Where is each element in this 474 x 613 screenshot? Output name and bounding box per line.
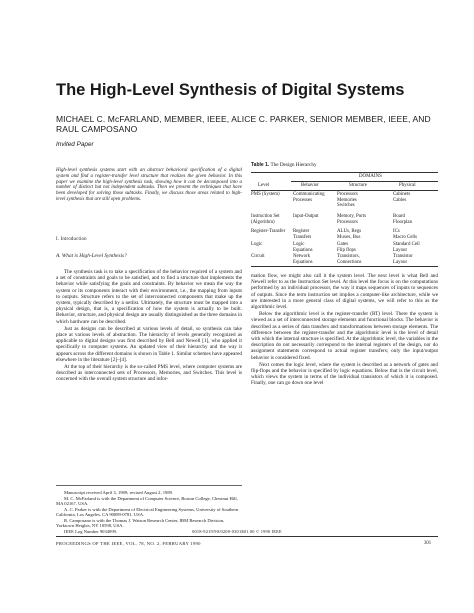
footnote: M. C. McFarland is with the Department of Computer Science, Boston College, Chestnut Hill, MA 02167, USA. (56, 495, 238, 506)
abstract: High-level synthesis systems start with an abstract behavioral specification of a digital system and find a register-transfer level structure that realizes the given behavior. In this paper we examine the high-level synthesis task, showing how it can be decomposed into a number of distinct but not independent subtasks. Then we present the techniques that have been developed for solving those subtasks. Finally, we discuss those areas related to high-level synthesis that are still open problems. (56, 168, 242, 202)
footer-rule (56, 536, 438, 537)
table-cell: Logic (251, 242, 263, 247)
table-col-header: Level (258, 183, 270, 188)
table-caption-label: Table 1. (251, 162, 270, 168)
body-paragraph: Just as designs can be described at various levels of detail, so synthesis can take place at various levels of abstraction. The hierarchy of levels generally recognized as applicable to digital designs was first described by Bell and Newell [1], who applied it specifically to computer systems. An updated view of their hierarchy and the way it appears across the different domains is shown in Table 1. Similar schemes have appeared elsewhere in the literature [2]–[4]. (56, 325, 242, 363)
table-cell: Standard Cell Layout (393, 242, 420, 253)
body-paragraph: The synthesis task is to take a specification of the behavior required of a system and a set of constraints and goals to be satisfied, and to find a structure that implements the behavior while satisfying the goals and constraints. By behavior we mean the way the system or its components interact with their environment, i.e., the mapping from inputs to outputs. Structure refers to the set of interconnected components that make up the system, typically described by a netlist. Ultimately, the structure must be mapped into a physical design, that is, a specification of how the system is actually to be built. Behavior, structure, and physical design are usually distinguished as the three domains in which hardware can be described. (56, 269, 242, 325)
footnote: R. Camposano is with the Thomas J. Watson Research Center, IBM Research Division, Yorktown Heights, NY 10598, USA. (56, 517, 225, 528)
table-cell: ICs Macro Cells (393, 229, 418, 240)
table-cell: PMS (System) (251, 192, 280, 197)
table-cell: Transistors, Connections (337, 254, 362, 265)
table-header-rule (251, 190, 438, 191)
table-cell: ALUs, Regs Muxes, Bus (337, 229, 362, 240)
table-cell: Register-Transfer (251, 229, 286, 234)
left-column-body (56, 269, 242, 384)
table-cell: Board Floorplan (393, 214, 413, 225)
body-paragraph: mation flow, we might also call it the system level. The next level is what Bell and Newell refer to as the Instruction Set level. At this level the focus is on the computations performed by an individual processor, the way it maps sequences of inputs to sequences of outputs. Since the term instruction set implies a computer-like architecture, while we are interested in a more general class of digital systems, we will refer to this as the algorithmic level. (251, 273, 438, 311)
table-cell: Input-Output (293, 214, 319, 219)
section-heading: I. Introduction (56, 237, 87, 242)
footnotes (56, 490, 242, 534)
table-caption-text: The Design Hierarchy (270, 162, 317, 168)
table-domains-header: DOMAINS (359, 174, 382, 179)
right-column-body (251, 273, 438, 388)
table-cell: Register Transfers (293, 229, 312, 240)
table-cell: Logic Equations (293, 242, 313, 253)
table-cell: Memory, Ports Processors (337, 214, 367, 225)
journal-citation: PROCEEDINGS OF THE IEEE, VOL. 78, NO. 2, FEBRUARY 1990 (56, 541, 201, 546)
page-number: 301 (424, 541, 432, 546)
table-domains-rule (291, 181, 438, 182)
footnote: Manuscript received April 3, 1989; revised August 2, 1989. (64, 490, 174, 495)
table-cell: Instruction Set (Algorithm) (251, 214, 280, 225)
body-paragraph: Next comes the logic level, where the system is described as a network of gates and flip-flops and the behavior is specified by logic equations. Below that is the circuit level, which views the system in terms of the individual transistors of which it is composed. Finally, one can go down one level (251, 361, 438, 387)
footnote: IEEE Log Number 9034099. (64, 528, 118, 534)
table-cell: Cabinets Cables (393, 192, 411, 203)
table-col-header: Behavior (301, 183, 319, 188)
table-cell: Processors Memories Switches (337, 192, 358, 209)
table-cell: Communicating Processes (293, 192, 325, 203)
footnote-divider (56, 485, 242, 486)
table-bottom-rule (251, 266, 438, 267)
table-cell: Gates Flip flops (337, 242, 356, 253)
page-title: The High-Level Synthesis of Digital Systems (56, 81, 405, 99)
design-hierarchy-table (251, 172, 438, 265)
table-cell: Circuit (251, 254, 265, 259)
body-paragraph: At the top of their hierarchy is the so-called PMS level, where computer systems are described as interconnected sets of Processors, Memories, and Switches. This level is concerned with the overall system structure and infor- (56, 364, 242, 383)
footnote: A. C. Parker is with the Department of Electrical Engineering Systems, University of Southern California, Los Angeles, CA 90089-0781, USA. (56, 506, 239, 517)
copyright-code: 0018-9219/90/0200-0301$01.00 © 1990 IEEE (192, 529, 282, 534)
invited-paper-label: Invited Paper (56, 141, 94, 148)
body-paragraph: Below the algorithmic level is the register-transfer (RT) level. There the system is viewed as a set of interconnected storage elements and functional blocks. The behavior is described as a series of data transfers and transformations between storage elements. The difference between the register-transfer and the algorithmic level is the level of detail with which the internal structure is specified. At the algorithmic level, the variables in the description do not necessarily correspond to the internal registers of the design, nor do assignment statements correspond to actual register transfers; only the input/output behavior is considered fixed. (251, 311, 438, 361)
table-cell: Network Equations (293, 254, 313, 265)
table-col-header: Physical (399, 183, 416, 188)
table-col-header: Structure (349, 183, 367, 188)
table-top-rule (251, 172, 438, 173)
subsection-heading: A. What is High-Level Synthesis? (56, 253, 127, 259)
author-line: MICHAEL C. McFARLAND, MEMBER, IEEE, ALICE C. PARKER, SENIOR MEMBER, IEEE, AND RAUL CAMPOSANO (56, 114, 431, 134)
table-caption (251, 162, 317, 168)
table-cell: Transistor Layout (393, 254, 413, 265)
